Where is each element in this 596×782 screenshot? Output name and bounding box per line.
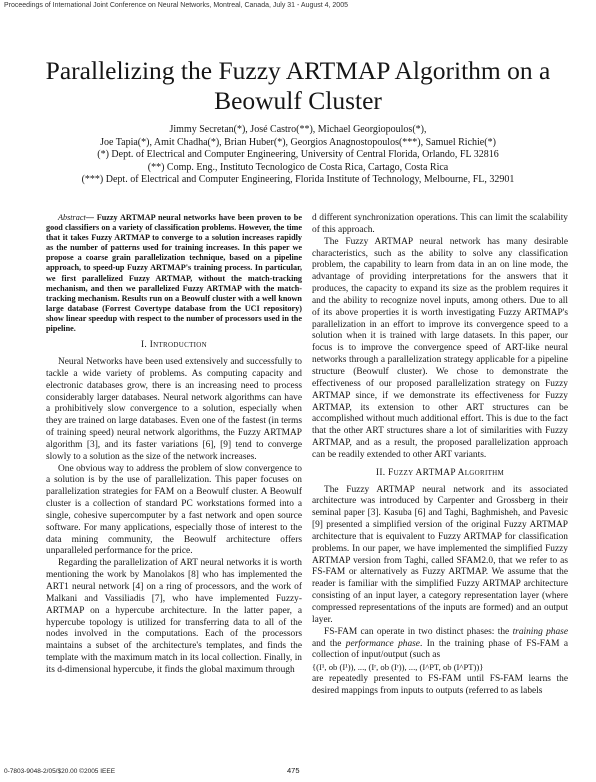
affiliation-3: (***) Dept. of Electrical and Computer Engineering, Florida Institute of Technology, Melbourne, FL, 32901 xyxy=(81,174,515,185)
section-heading-introduction: I. Introduction xyxy=(141,340,207,351)
page-number: 475 xyxy=(287,766,300,775)
left-column xyxy=(46,213,302,677)
author-line-2: Joe Tapia(*), Amit Chadha(*), Brian Huber(*), Georgios Anagnostopoulos(***), Samuel Richie(*) xyxy=(100,136,496,148)
intro-paragraph-2: One obvious way to address the problem of slow convergence to a solution is by the use of parallelization. This paper focuses on parallelization strategies for FAM on a Beowulf cluster. A Beowulf cluster is a collection of standard PC workstations formed into a single, cohesive supercomputer by a fast network and open source software. For many applications, especially those of interest to the data mining community, the Beowulf architecture offers unparalleled performance for the price. xyxy=(46,463,302,557)
abstract-label: Abstract xyxy=(58,213,86,222)
right-paragraph-3: The Fuzzy ARTMAP neural network and its associated architecture was introduced by Carpenter and Grossberg in their seminal paper [3]. Kasuba [6] and Taghi, Baghmisheh, and Pavesic [9] presented a simplified version of the original Fuzzy ARTMAP architecture that is equivalent to Fuzzy ARTMAP for classification problems. In our paper, we have implemented the simplified Fuzzy ARTMAP version from Taghi, called SFAM2.0, that we refer to as FS-FAM or alternatively as Fuzzy ARTMAP. We assume that the reader is familiar with the simplified Fuzzy ARTMAP architecture consisting of an input layer, a category representation layer (where compressed representations of the inputs are formed) and an output layer. xyxy=(312,484,568,625)
p4-text-a: FS-FAM can operate in two distinct phases: the xyxy=(324,626,513,637)
abstract-text: — Fuzzy ARTMAP neural networks have been proven to be good classifiers on a variety of classification problems. However, the time that it takes Fuzzy ARTMAP to converge to a solution increases rapidly as the number of patterns used for training increases. In this paper we propose a coarse grain parallelization technique, based on a pipeline approach, to speed-up Fuzzy ARTMAP's training process. In particular, we first parallelized Fuzzy ARTMAP, without the match-tracking mechanism, and then we parallelized Fuzzy ARTMAP with the match-tracking mechanism. Results run on a Beowulf cluster with a well known large database (Forrest Covertype database from the UCI repository) show linear speedup with respect to the number of processors used in the pipeline. xyxy=(46,213,302,334)
author-block xyxy=(40,124,556,187)
training-set-formula: {(I¹, ob (I¹)), ..., (Iʳ, ob (Iʳ)), ..., (I^PT, ob (I^PT))} xyxy=(312,662,484,673)
right-paragraph-1: d different synchronization operations. This can limit the scalability of this approach. xyxy=(312,213,568,235)
right-paragraph-5: are repeatedly presented to FS-FAM until FS-FAM learns the desired mappings from inputs to outputs (referred to as labels xyxy=(312,674,568,696)
right-paragraph-4 xyxy=(312,627,568,663)
p4-text-b: and the xyxy=(312,638,346,649)
abstract xyxy=(46,213,302,334)
p4-emphasis-training: training phase xyxy=(512,626,568,637)
copyright-footer: 0-7803-9048-2/05/$20.00 ©2005 IEEE xyxy=(4,768,116,775)
paper-title: Parallelizing the Fuzzy ARTMAP Algorithm on a Beowulf Cluster xyxy=(45,56,551,115)
p4-text-c: . In the training phase of FS-FAM a collection of input/output (such as xyxy=(312,638,568,661)
running-header: Proceedings of International Joint Conference on Neural Networks, Montreal, Canada, July 31 - August 4, 2005 xyxy=(4,2,348,9)
section-heading-fuzzy-artmap: II. Fuzzy ARTMAP Algorithm xyxy=(375,467,505,478)
right-paragraph-2: The Fuzzy ARTMAP neural network has many desirable characteristics, such as the ability to solve any classification problem, the capability to learn from data in an on line mode, the advantage of providing interpretations for the answers that it produces, the capacity to expand its size as the problem requires it and the ability to recognize novel inputs, among others. Due to all of its above properties it is worth investigating Fuzzy ARTMAP's parallelization in an effort to improve its convergence speed to a solution when it is trained with large datasets. In this paper, our focus is to improve the convergence speed of ART-like neural networks through a parallelization strategy applicable for a pipeline structure (Beowulf cluster). We chose to demonstrate the effectiveness of our proposed parallelization strategy on Fuzzy ARTMAP since, if we demonstrate its effectiveness for Fuzzy ARTMAP, its extension to other ART structures can be accomplished without much additional effort. This is due to the fact that the other ART structures share a lot of similarities with Fuzzy ARTMAP, and as a result, the proposed parallelization approach can be readily extended to other ART variants. xyxy=(312,236,568,460)
intro-paragraph-3: Regarding the parallelization of ART neural networks it is worth mentioning the work by Manolakos [8] who has implemented the ART1 neural network [4] on a ring of processors, and the work of Malkani and Vassiliadis [7], who have implemented Fuzzy-ARTMAP on a hypercube architecture. In the latter paper, a hypercube topology is utilized for transferring data to all of the nodes involved in the computations. Each of the processors maintains a subset of the architecture's templates, and finds the template with the maximum match in its local collection. Finally, in its d-dimensional hypercube, it finds the global maximum through xyxy=(46,558,302,675)
affiliation-1: (*) Dept. of Electrical and Computer Engineering, University of Central Florida, Orlando, FL 32816 xyxy=(97,149,499,160)
p4-emphasis-performance: performance phase xyxy=(345,638,420,649)
right-column xyxy=(312,213,568,698)
affiliation-2: (**) Comp. Eng., Instituto Tecnologico de Costa Rica, Cartago, Costa Rica xyxy=(147,161,449,173)
intro-paragraph-1: Neural Networks have been used extensively and successfully to tackle a wide variety of problems. As computing capacity and electronic databases grow, there is an increasing need to process considerably larger databases. Neural network algorithms can have a prohibitively slow convergence to a solution, especially when they are trained on large databases. Even one of the fastest (in terms of training speed) neural network algorithms, the Fuzzy ARTMAP algorithm [3], and its faster variations [6], [9] tend to converge slowly to a solution as the size of the network increases. xyxy=(46,356,302,462)
author-line-1: Jimmy Secretan(*), José Castro(**), Michael Georgiopoulos(*), xyxy=(169,124,427,135)
